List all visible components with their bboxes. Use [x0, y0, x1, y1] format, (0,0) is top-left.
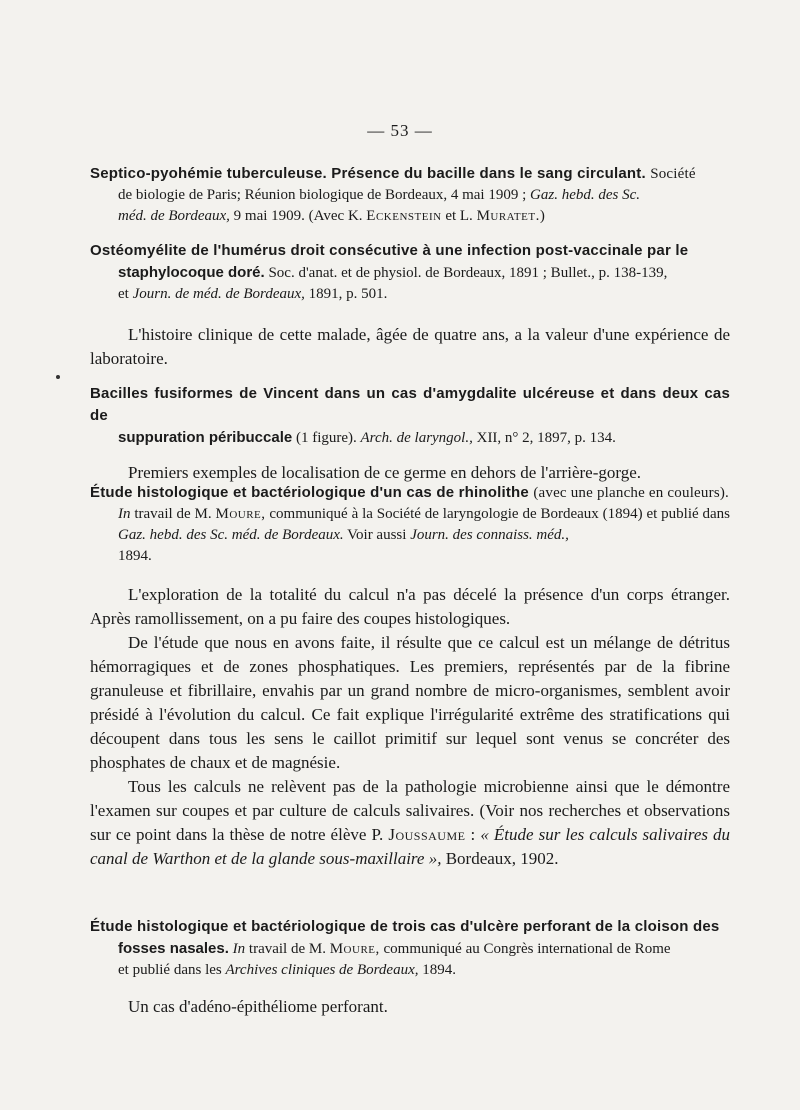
entry-ref-text: 1894.: [422, 962, 456, 978]
entry-reference: [90, 504, 730, 567]
entry-ref-text: travail de M.: [134, 506, 212, 522]
entry-reference: [90, 185, 730, 227]
entry-ref-text: (1 figure).: [295, 430, 357, 446]
entry-bacilles-fusiformes: [90, 383, 730, 485]
paragraph-text: :: [470, 825, 476, 844]
entry-title-text: Étude histologique et bactériologique d'un cas de rhinolithe: [90, 484, 529, 501]
entry-title-text: Septico-pyohémie tuberculeuse. Présence du bacille dans le sang circulant.: [90, 165, 646, 182]
entry-reference: [90, 938, 730, 981]
entry-title: [90, 482, 730, 504]
page-number: — 53 —: [367, 121, 433, 140]
entry-ref-text: de biologie de Paris; Réunion biologique de Bordeaux, 4 mai 1909 ;: [118, 187, 527, 203]
entry-title: Étude histologique et bactériologique de trois cas d'ulcère perforant de la cloison des: [90, 918, 720, 935]
entry-title-text: staphylocoque doré.: [118, 264, 265, 281]
entry-title: [90, 163, 730, 185]
entry-title-text: fosses nasales.: [118, 940, 229, 957]
entry-ref-text: 1891, p. 501.: [308, 286, 388, 302]
thesis-title: « Étude sur les calculs salivaires du canal de Warthon et de la glande sous-maxillaire »,: [90, 825, 731, 868]
journal-title: méd. de Bordeaux,: [118, 208, 230, 224]
entry-ref-text: et: [118, 286, 129, 302]
entry-ref-text: communiqué à la Société de laryngologie de Bordeaux (1894) et: [269, 506, 658, 522]
entry-ref-text: Voir aussi: [347, 527, 407, 543]
journal-title: Gaz. hebd. des Sc. méd. de Bordeaux.: [118, 527, 344, 543]
latin-in: In: [232, 941, 246, 957]
entry-ref-text: 9 mai 1909. (Avec K.: [233, 208, 363, 224]
entry-ref-text: 1894.: [118, 548, 152, 564]
author-name: Joussaume: [388, 825, 466, 844]
entry-title: Ostéomyélite de l'humérus droit consécutive à une infection post-vaccinale par le: [90, 242, 689, 259]
latin-in: In: [118, 506, 131, 522]
paragraph-text: Bordeaux, 1902.: [445, 849, 559, 868]
author-name: Moure,: [329, 941, 380, 957]
author-name: Eckenstein: [366, 208, 442, 224]
paragraph-text: Tous les calculs ne relèvent pas de la pathologie microbienne ainsi que le démontre l'examen sur coupes et par culture de calculs salivaires. (Voir nos recherches et observations sur ce point dans la thèse de notre élève P.: [90, 777, 730, 844]
journal-title: Journ. de méd. de Bordeaux,: [132, 286, 305, 302]
entry-paragraph: Premiers exemples de localisation de ce germe en dehors de l'arrière-gorge.: [128, 463, 642, 482]
entry-ref-text: et L.: [445, 208, 473, 224]
journal-title: Archives cliniques de Bordeaux,: [225, 962, 419, 978]
entry-reference: [90, 262, 730, 305]
page-speck: [56, 375, 60, 379]
entry-ref-text: XII, n° 2, 1897, p. 134.: [476, 430, 616, 446]
entry-rhinolithe: [90, 482, 730, 871]
entry-ref-text: Société: [650, 166, 696, 182]
entry-paragraph: De l'étude que nous en avons faite, il résulte que ce calcul est un mélange de détritus hémorragiques et de zones phosphatiques. Les premiers, représentés par de la fibrine granuleuse et fibrillaire, envahis par un grand nombre de micro-organismes, semblent avoir présidé à l'évolution du calcul. Ce fait explique l'irrégularité extrême des stratifications qui découpent dans tous les sens le caillot primitif sur lequel sont venus se concréter des phosphates de chaux et de magnésie.: [90, 633, 730, 772]
author-name: Muratet.): [476, 208, 546, 224]
entry-paragraph: L'exploration de la totalité du calcul n'a pas décelé la présence d'un corps étranger. Après ramollissement, on a pu faire des coupes histologiques.: [90, 585, 730, 628]
entry-ref-text: Soc. d'anat. et de physiol. de Bordeaux, 1891 ; Bullet., p. 138-139,: [268, 265, 668, 281]
entry-ref-text: et publié dans les: [118, 962, 222, 978]
journal-title: Arch. de laryngol.,: [360, 430, 473, 446]
entry-ref-text: publié dans: [661, 506, 731, 522]
entry-septico-pyohemie: [90, 163, 730, 227]
entry-paragraph: Un cas d'adéno-épithéliome perforant.: [128, 997, 388, 1016]
author-name: Moure,: [215, 506, 266, 522]
entry-title: Bacilles fusiformes de Vincent dans un cas d'amygdalite ulcéreuse et dans deux cas de: [90, 385, 730, 424]
entry-paragraph: L'histoire clinique de cette malade, âgée de quatre ans, a la valeur d'une expérience de laboratoire.: [90, 325, 730, 368]
entry-osteomyelite: [90, 240, 730, 371]
entry-ref-text: communiqué au Congrès international de Rome: [383, 941, 671, 957]
entry-title-note: (avec une planche en couleurs).: [533, 485, 729, 501]
journal-title: Journ. des connaiss. méd.,: [410, 527, 569, 543]
entry-paragraph: [90, 775, 730, 871]
journal-title: Gaz. hebd. des Sc.: [530, 187, 641, 203]
entry-title-text: suppuration péribuccale: [118, 429, 293, 446]
entry-reference: [90, 427, 730, 449]
entry-ref-text: travail de M.: [248, 941, 326, 957]
entry-ulcere-perforant: [90, 916, 730, 1019]
